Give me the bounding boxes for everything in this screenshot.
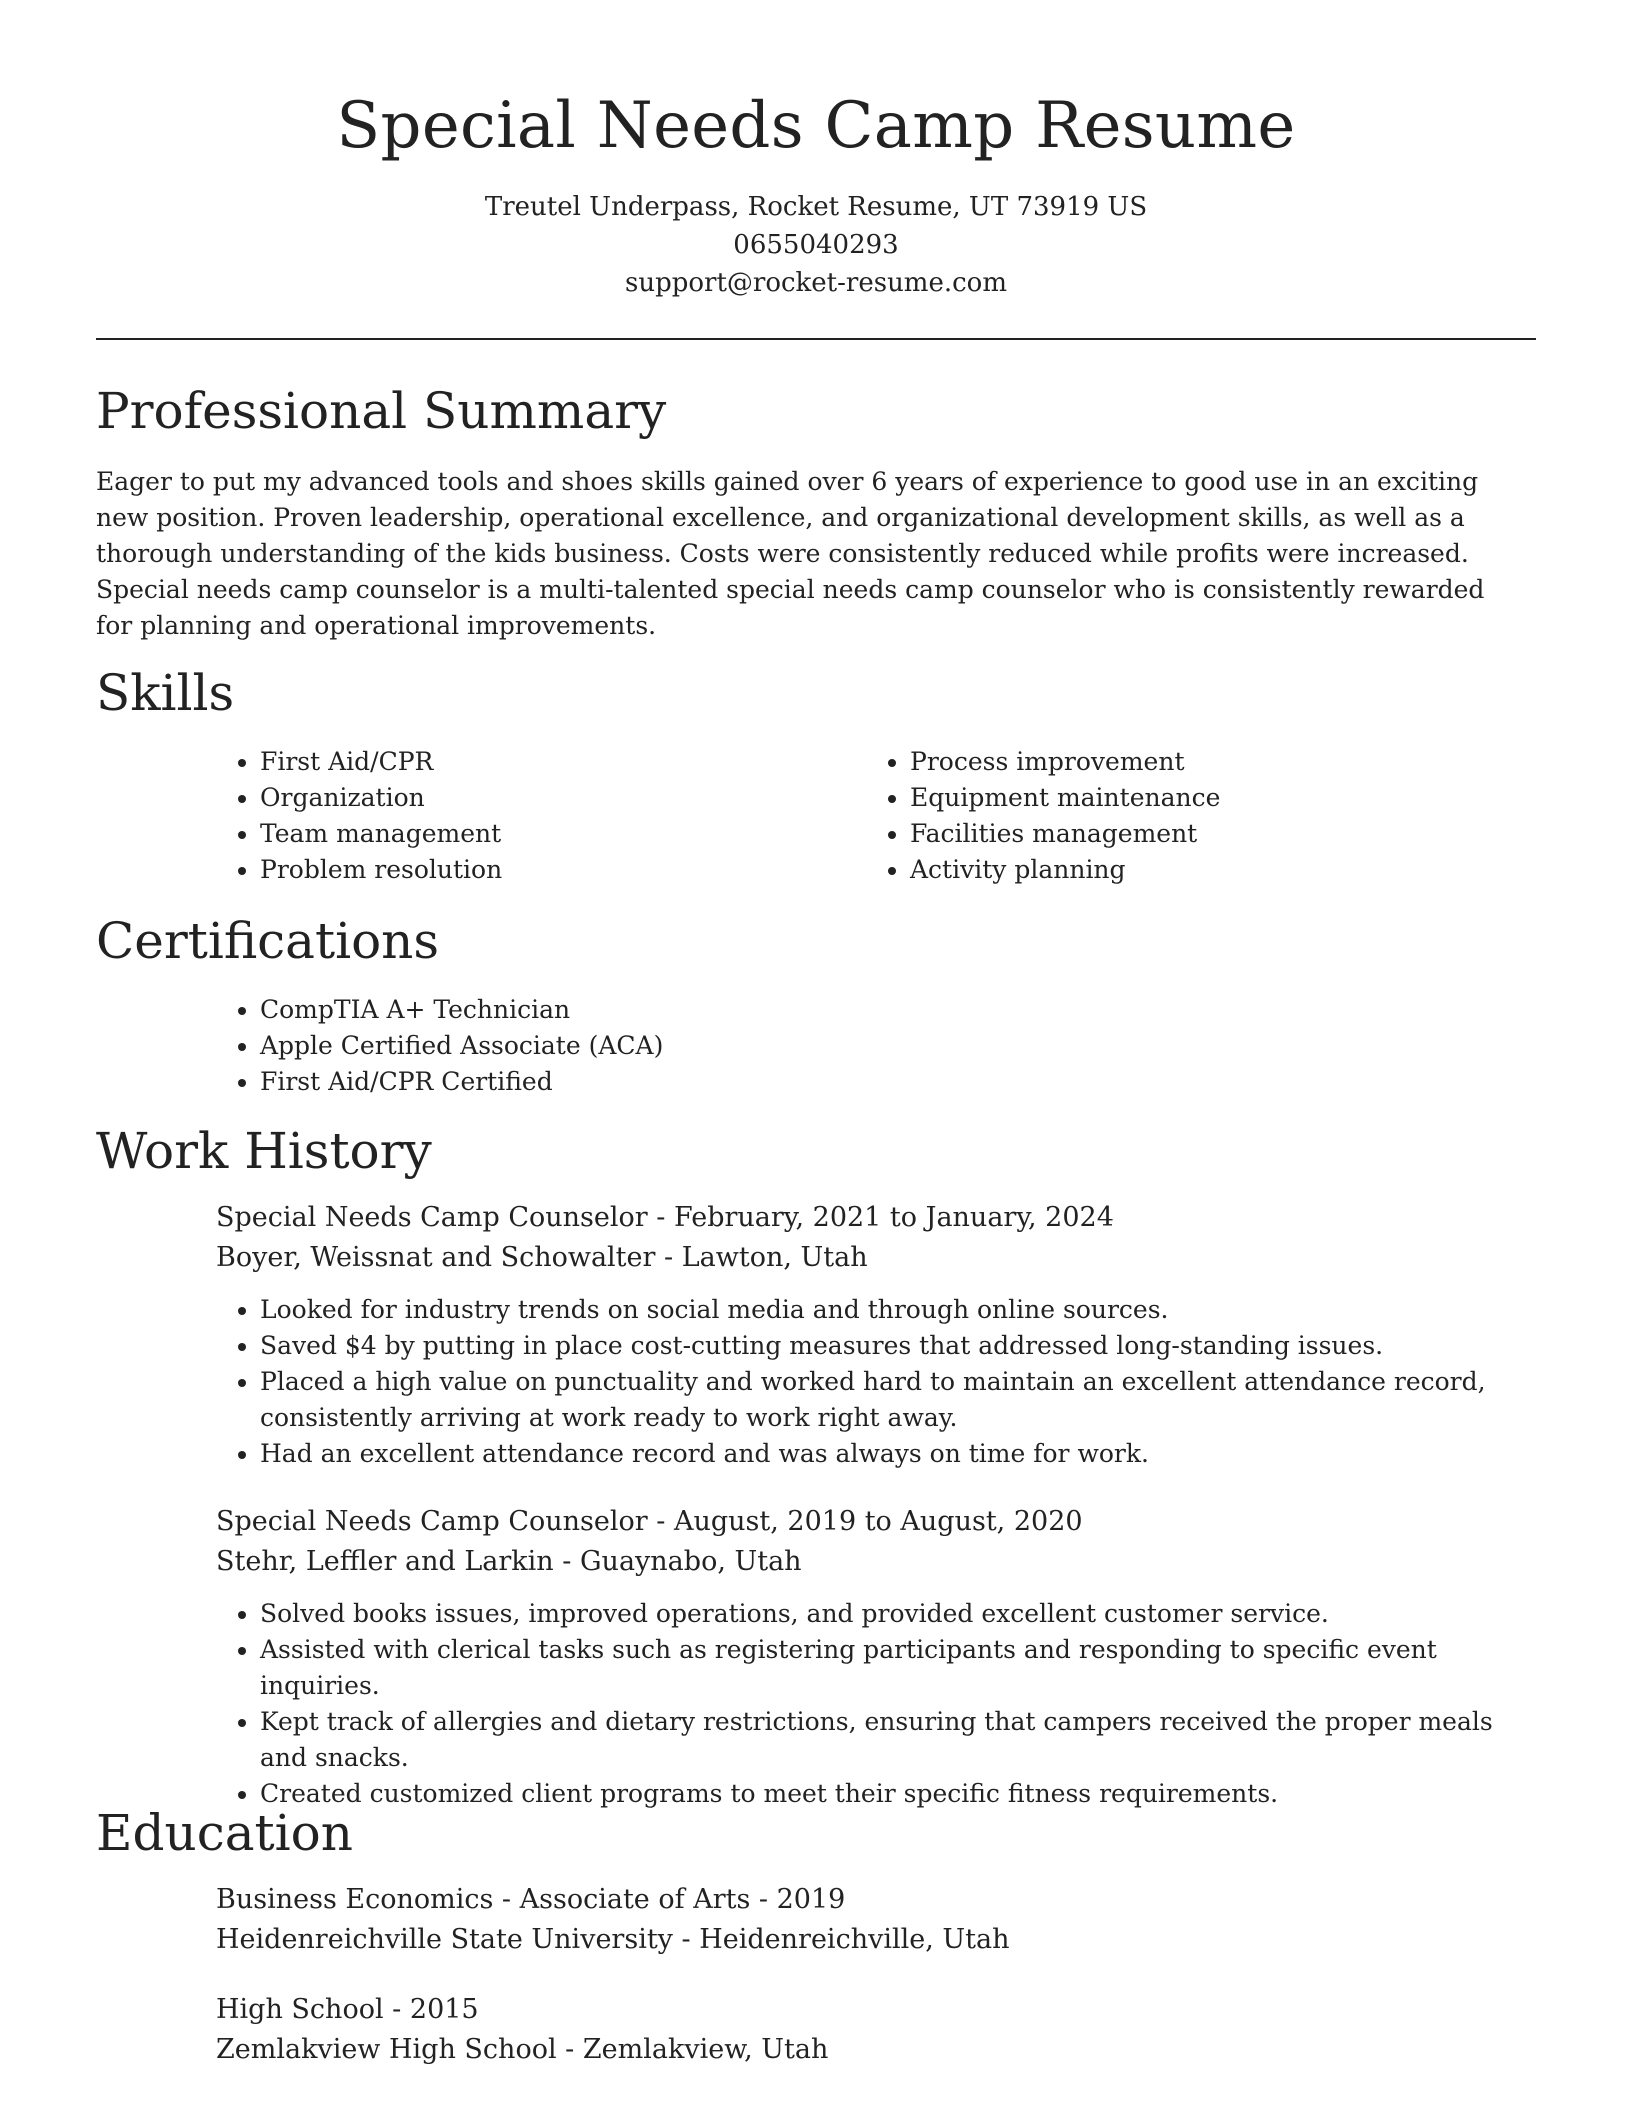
skills-heading: Skills bbox=[96, 664, 235, 722]
contact-phone: 0655040293 bbox=[733, 230, 899, 260]
skills-section bbox=[96, 660, 1536, 888]
skill-item: • Activity planning bbox=[910, 852, 1516, 888]
job-bullet: • Saved $4 by putting in place cost-cutting measures that addressed long-standing issues. bbox=[260, 1328, 1536, 1364]
job-title-line bbox=[216, 1198, 1536, 1238]
education-degree-line bbox=[216, 1990, 1536, 2030]
job-role: Special Needs Camp Counselor bbox=[216, 1506, 648, 1537]
education-location: Heidenreichville, Utah bbox=[699, 1924, 1010, 1955]
certification-item: • Apple Certified Associate (ACA) bbox=[260, 1028, 1536, 1064]
job-bullet: • Had an excellent attendance record and was always on time for work. bbox=[260, 1436, 1536, 1472]
contact-address: Treutel Underpass, Rocket Resume, UT 73919 US bbox=[484, 192, 1148, 222]
education-year: 2019 bbox=[776, 1884, 846, 1915]
education-entries bbox=[216, 1880, 1536, 2070]
skills-column-right bbox=[866, 744, 1516, 888]
education-separator: - bbox=[556, 2034, 583, 2065]
job-company-line bbox=[216, 1238, 1536, 1278]
job-dates: February, 2021 to January, 2024 bbox=[673, 1202, 1114, 1233]
skill-item: • First Aid/CPR bbox=[260, 744, 866, 780]
skill-item: • Team management bbox=[260, 816, 866, 852]
job-company-line bbox=[216, 1542, 1536, 1582]
skill-item: • Problem resolution bbox=[260, 852, 866, 888]
job-entry bbox=[216, 1502, 1536, 1812]
education-separator: - bbox=[672, 1924, 700, 1955]
education-section bbox=[96, 1800, 1536, 2070]
work-history-section bbox=[96, 1118, 1536, 1812]
certification-item: • CompTIA A+ Technician bbox=[260, 992, 1536, 1028]
job-bullets bbox=[216, 1292, 1536, 1472]
education-school-line bbox=[216, 2030, 1536, 2070]
education-heading: Education bbox=[96, 1804, 353, 1862]
education-year: 2015 bbox=[409, 1994, 479, 2025]
education-separator: - bbox=[493, 1884, 520, 1915]
skill-item: • Process improvement bbox=[910, 744, 1516, 780]
certifications-list bbox=[216, 992, 1536, 1100]
education-separator: - bbox=[750, 1884, 777, 1915]
job-title-line bbox=[216, 1502, 1536, 1542]
education-school-line bbox=[216, 1920, 1536, 1960]
summary-section bbox=[96, 378, 1536, 644]
education-degree: Associate of Arts bbox=[519, 1884, 751, 1915]
education-school: Heidenreichville State University bbox=[216, 1924, 673, 1955]
job-location: Guaynabo, Utah bbox=[579, 1546, 802, 1577]
education-entry bbox=[216, 1990, 1536, 2070]
job-role: Special Needs Camp Counselor bbox=[216, 1202, 648, 1233]
summary-text: Eager to put my advanced tools and shoes skills gained over 6 years of experience to good use in an exciting new position. Proven leadership, operational excellence, and organizational development skills, as well as a thorough understanding of the kids business. Costs were consistently reduced while profits were increased. Special needs camp counselor is a multi-talented special needs camp counselor who is consistently rewarded for planning and operational improvements. bbox=[96, 467, 1485, 640]
resume-title: Special Needs Camp Resume bbox=[336, 89, 1296, 163]
job-bullet: • Created customized client programs to meet their specific fitness requirements. bbox=[260, 1776, 1536, 1812]
skill-item: • Facilities management bbox=[910, 816, 1516, 852]
certifications-section bbox=[96, 908, 1536, 1100]
job-bullets bbox=[216, 1596, 1536, 1812]
job-dates: August, 2019 to August, 2020 bbox=[673, 1506, 1083, 1537]
certifications-heading: Certifications bbox=[96, 912, 440, 970]
skills-column-left bbox=[216, 744, 866, 888]
job-separator: - bbox=[647, 1202, 674, 1233]
education-field: Business Economics bbox=[216, 1884, 494, 1915]
job-bullet: • Looked for industry trends on social media and through online sources. bbox=[260, 1292, 1536, 1328]
job-bullet: • Solved books issues, improved operations, and provided excellent customer service. bbox=[260, 1596, 1536, 1632]
job-bullet: • Kept track of allergies and dietary restrictions, ensuring that campers received the proper meals and snacks. bbox=[260, 1704, 1536, 1776]
education-degree: High School bbox=[216, 1994, 384, 2025]
certification-item: • First Aid/CPR Certified bbox=[260, 1064, 1536, 1100]
job-separator: - bbox=[647, 1506, 674, 1537]
job-company: Stehr, Leffler and Larkin bbox=[216, 1546, 554, 1577]
education-degree-line bbox=[216, 1880, 1536, 1920]
job-bullet: • Placed a high value on punctuality and worked hard to maintain an excellent attendance record, consistently arriving at work ready to work right away. bbox=[260, 1364, 1536, 1436]
resume-header bbox=[96, 0, 1536, 340]
contact-block bbox=[96, 188, 1536, 302]
job-separator: - bbox=[655, 1242, 682, 1273]
job-separator: - bbox=[553, 1546, 580, 1577]
job-location: Lawton, Utah bbox=[681, 1242, 868, 1273]
education-entry bbox=[216, 1880, 1536, 1960]
job-bullet: • Assisted with clerical tasks such as registering participants and responding to specific event inquiries. bbox=[260, 1632, 1536, 1704]
work-history-entries bbox=[216, 1198, 1536, 1812]
education-separator: - bbox=[383, 1994, 410, 2025]
contact-email: support@rocket-resume.com bbox=[624, 268, 1007, 298]
education-location: Zemlakview, Utah bbox=[582, 2034, 829, 2065]
skill-item: • Equipment maintenance bbox=[910, 780, 1516, 816]
skills-columns bbox=[216, 744, 1536, 888]
summary-heading: Professional Summary bbox=[96, 382, 667, 440]
job-entry bbox=[216, 1198, 1536, 1472]
education-school: Zemlakview High School bbox=[216, 2034, 557, 2065]
job-company: Boyer, Weissnat and Schowalter bbox=[216, 1242, 656, 1273]
work-history-heading: Work History bbox=[96, 1122, 432, 1180]
skill-item: • Organization bbox=[260, 780, 866, 816]
header-divider bbox=[96, 338, 1536, 340]
